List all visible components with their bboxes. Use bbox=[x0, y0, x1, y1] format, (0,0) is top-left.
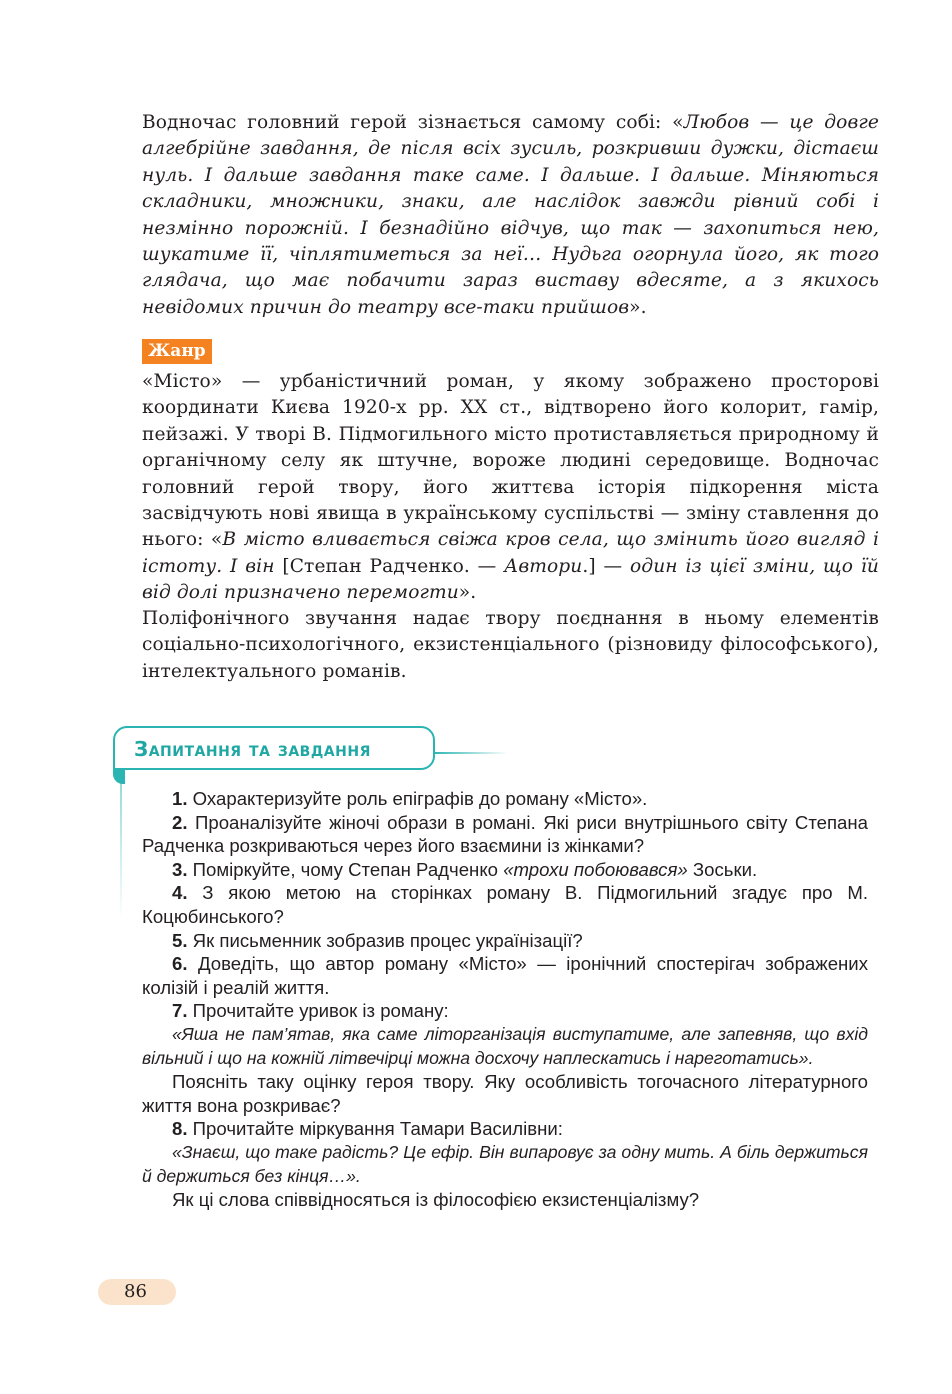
question-7-follow-up: Поясніть таку оцінку героя твору. Яку особливість тогочасного літературного життя вона розкриває? bbox=[142, 1071, 868, 1116]
question-8 bbox=[142, 1117, 868, 1141]
question-number: 7. bbox=[172, 1000, 188, 1022]
question-1 bbox=[142, 787, 868, 811]
quote-italic: один із цієї зміни, що їй від долі призначено перемогти bbox=[142, 555, 879, 604]
question-6 bbox=[142, 952, 868, 999]
question-text: Зоськи. bbox=[687, 858, 758, 880]
paragraph-text: Поліфонічного звучання надає твору поєднання в ньому елементів соціально-психологічного, екзистенціального (різновиду філософського), інтелектуального романів. bbox=[142, 608, 879, 682]
quote-italic: В місто вливається свіжа кров села, що змінить його вигляд і істоту. І він bbox=[142, 529, 880, 577]
text-run: ». bbox=[458, 582, 477, 604]
question-8-follow-up: Як ці слова співвідносяться із філософією екзистенціалізму? bbox=[172, 1189, 700, 1211]
question-number: 8. bbox=[172, 1118, 188, 1140]
quote-italic: Автори bbox=[504, 555, 583, 577]
question-7-excerpt: «Яша не пам’ятав, яка саме літорганізація виступатиме, але запевняв, що вхід вільний і що на кожній літвечірці можна досхочу наплескатись і нареготатись». bbox=[142, 1023, 868, 1068]
question-text: З якою метою на сторінках роману В. Підмогильний згадує про М. Коцюбинського? bbox=[142, 882, 868, 927]
section-header-line bbox=[433, 752, 508, 754]
text-run: .] — bbox=[582, 555, 631, 577]
genre-label: Жанр bbox=[142, 339, 212, 364]
question-4 bbox=[142, 881, 868, 928]
question-number: 2. bbox=[172, 811, 188, 833]
question-text: Прочитайте міркування Тамари Василівни: bbox=[187, 1118, 563, 1140]
question-text: Проаналізуйте жіночі образи в романі. Які риси внутрішнього світу Степана Радченка розкриваються через його взаємини із жінками? bbox=[142, 811, 868, 857]
question-text: Прочитайте уривок із роману: bbox=[187, 1000, 449, 1022]
question-number: 3. bbox=[172, 858, 188, 880]
text-run: Водночас головний герой зізнається самому собі: « bbox=[142, 112, 684, 133]
section-header-tail bbox=[113, 768, 125, 784]
paragraph-text bbox=[142, 110, 879, 321]
question-3 bbox=[142, 858, 868, 882]
paragraph-text bbox=[142, 369, 879, 607]
question-7 bbox=[142, 999, 868, 1023]
question-5 bbox=[142, 929, 868, 953]
text-run: ». bbox=[629, 296, 647, 318]
question-number: 6. bbox=[172, 953, 188, 975]
body-paragraph-3 bbox=[142, 606, 879, 685]
quote-italic: Любов — це довге алгебрійне завдання, де після всіх зусиль, розкривши дужки, дістаєш нуль. І дальше завдання таке саме. І дальше. І дальше. Міняються складники, множники, знаки, але наслідок завжди рівний собі і незмінно порожній. І безнадійно відчув, що так — захопиться нею, шукатиме її, чіплятиметься за неї… Нудьга огорнула його, як того глядача, що має побачити зараз виставу вдесяте, а з якихось невідомих причин до театру все-таки прийшов bbox=[142, 112, 879, 318]
question-text: Охарактеризуйте роль епіграфів до роману «Місто». bbox=[187, 788, 648, 809]
text-run: «Місто» — урбаністичний роман, у якому зображено просторові координати Києва 1920-х рр. XX ст., відтворено його колорит, гамір, пейзажі. У творі В. Підмогильного місто протиставляється природному й органічному селу як штучне, вороже людині середовище. Водночас головний герой твору, його життєва історія підкорення міста засвідчують нові явища в українському суспільстві — зміну ставлення до нього: « bbox=[142, 371, 879, 551]
section-left-rule bbox=[120, 780, 122, 920]
question-number: 4. bbox=[172, 882, 188, 904]
question-number: 1. bbox=[172, 788, 188, 809]
text-run: [Степан Радченко. — bbox=[274, 555, 505, 577]
question-text: Як письменник зобразив процес українізації? bbox=[187, 929, 583, 951]
question-8-excerpt: «Знаєш, що таке радість? Це ефір. Він випаровує за одну мить. А біль держиться й держиться без кінця…». bbox=[142, 1141, 868, 1186]
questions-list bbox=[142, 787, 868, 1212]
body-paragraph-2 bbox=[142, 369, 879, 607]
question-text: Поміркуйте, чому Степан Радченко bbox=[187, 858, 504, 880]
question-text: Доведіть, що автор роману «Місто» — іронічний спостерігач зображених колізій і реалій життя. bbox=[142, 953, 868, 998]
question-2 bbox=[142, 811, 868, 858]
body-paragraph-1 bbox=[142, 110, 879, 321]
section-title: Запитання та завдання bbox=[134, 737, 371, 761]
page-number: 86 bbox=[124, 1281, 147, 1302]
question-number: 5. bbox=[172, 929, 188, 951]
question-quote: «трохи побоювався» bbox=[503, 858, 688, 880]
